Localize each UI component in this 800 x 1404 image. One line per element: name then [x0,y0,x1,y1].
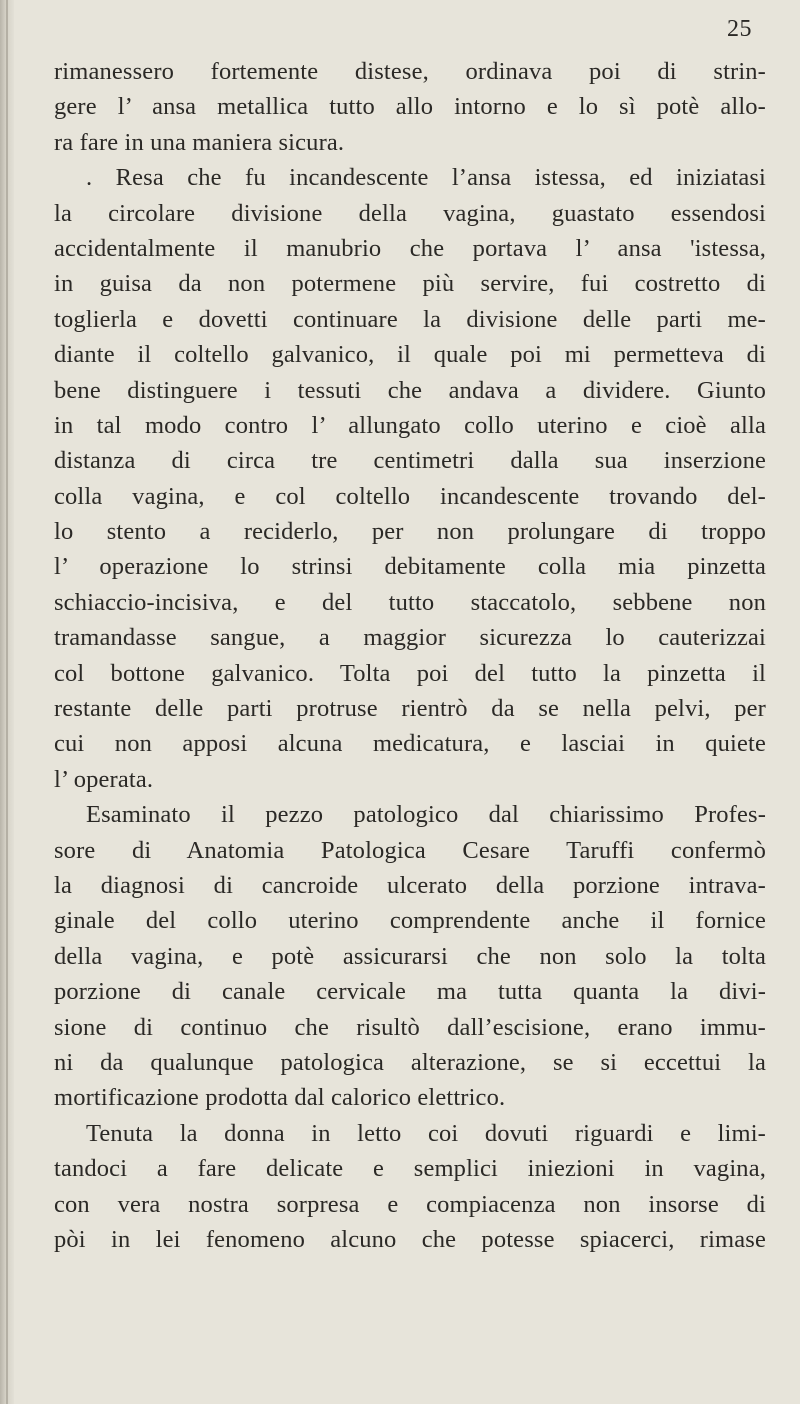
page-number: 25 [727,16,752,42]
body-text [54,54,766,1257]
paragraph-start-line: Esaminato il pezzo patologico dal chiarissimo Profes- [86,801,766,829]
text-line: tandoci a fare delicate e semplici iniezioni in vagina, [54,1155,766,1183]
text-line: l’ operazione lo strinsi debitamente colla mia pinzetta [54,553,766,581]
text-line: in guisa da non potermene più servire, fui costretto di [54,270,766,298]
text-line: porzione di canale cervicale ma tutta quanta la divi- [54,978,766,1006]
text-line: in tal modo contro l’ allungato collo uterino e cioè alla [54,411,766,439]
text-line: rimanessero fortemente distese, ordinava poi di strin- [54,58,766,85]
text-line: schiaccio-incisiva, e del tutto staccatolo, sebbene non [54,588,766,616]
text-line: colla vagina, e col coltello incandescente trovando del- [54,482,766,510]
paragraph-start-line: . Resa che fu incandescente l’ansa istessa, ed iniziatasi [86,164,766,192]
text-line: gere l’ ansa metallica tutto allo intorno e lo sì potè allo- [54,93,766,121]
text-line: ginale del collo uterino comprendente anche il fornice [54,907,766,935]
text-line: lo stento a reciderlo, per non prolungare di troppo [54,518,766,546]
text-line: mortificazione prodotta dal calorico elettrico. [54,1084,506,1112]
text-line: con vera nostra sorpresa e compiacenza non insorse di [54,1190,766,1218]
text-line: bene distinguere i tessuti che andava a dividere. Giunto [54,376,766,404]
text-line: della vagina, e potè assicurarsi che non solo la tolta [54,942,766,970]
text-line: sore di Anatomia Patologica Cesare Taruffi confermò [54,836,766,864]
text-line: restante delle parti protruse rientrò da se nella pelvi, per [54,695,766,723]
binding-shadow-line [6,0,8,1404]
text-line: l’ operata. [54,765,154,793]
text-line: cui non apposi alcuna medicatura, e lasciai in quiete [54,730,766,758]
paragraph-start-line: Tenuta la donna in letto coi dovuti riguardi e limi- [86,1119,766,1147]
text-line: distanza di circa tre centimetri dalla sua inserzione [54,447,766,475]
text-line: diante il coltello galvanico, il quale poi mi permetteva di [54,341,766,369]
text-line: pòi in lei fenomeno alcuno che potesse spiacerci, rimase [54,1225,766,1253]
text-line: ni da qualunque patologica alterazione, se si eccettui la [54,1048,766,1076]
text-line: ra fare in una maniera sicura. [54,128,345,156]
text-line: col bottone galvanico. Tolta poi del tutto la pinzetta il [54,659,766,687]
text-line: la diagnosi di cancroide ulcerato della porzione intrava- [54,871,766,899]
text-line: la circolare divisione della vagina, guastato essendosi [54,199,766,227]
text-line: tramandasse sangue, a maggior sicurezza lo cauterizzai [54,624,766,652]
text-line: sione di continuo che risultò dall’escisione, erano immu- [54,1013,766,1041]
text-line: toglierla e dovetti continuare la divisione delle parti me- [54,305,766,333]
text-line: accidentalmente il manubrio che portava l’ ansa 'istessa, [54,234,766,262]
